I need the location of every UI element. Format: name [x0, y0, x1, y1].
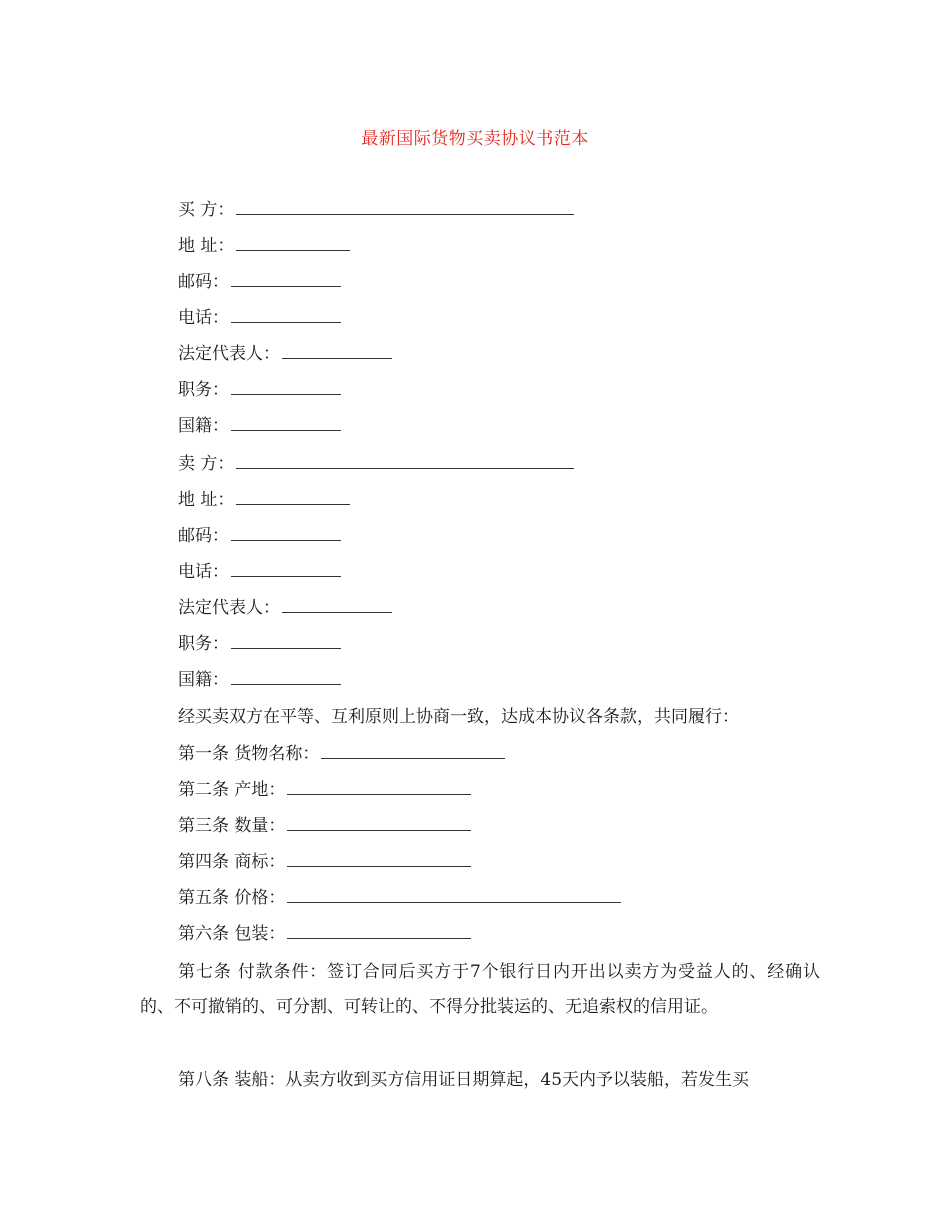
article-6-blank[interactable] [287, 922, 471, 939]
buyer-postcode-line [178, 270, 341, 293]
buyer-legal-rep-blank[interactable] [282, 342, 392, 359]
article-3-label: 第三条 数量： [178, 816, 286, 836]
seller-position-blank[interactable] [231, 632, 341, 649]
buyer-address-line [178, 234, 350, 257]
buyer-nationality-label: 国籍： [178, 416, 229, 436]
seller-position-label: 职务： [178, 634, 229, 654]
article-2-label: 第二条 产地： [178, 780, 286, 800]
article-6-label: 第六条 包装： [178, 924, 286, 944]
buyer-position-label: 职务： [178, 380, 229, 400]
seller-nationality-label: 国籍： [178, 670, 229, 690]
buyer-party-line [178, 198, 574, 221]
article-5-line [178, 886, 621, 909]
seller-phone-line [178, 560, 341, 583]
seller-party-blank[interactable] [236, 452, 574, 469]
seller-phone-label: 电话： [178, 562, 229, 582]
seller-address-label: 地 址： [178, 490, 235, 510]
seller-nationality-blank[interactable] [231, 668, 341, 685]
article-5-blank[interactable] [287, 886, 621, 903]
seller-position-line [178, 632, 341, 655]
seller-address-blank[interactable] [236, 488, 350, 505]
article-3-line [178, 814, 471, 837]
buyer-address-blank[interactable] [236, 234, 350, 251]
document-title: 最新国际货物买卖协议书范本 [361, 129, 589, 149]
buyer-phone-line [178, 306, 341, 329]
seller-party-label: 卖 方： [178, 454, 235, 474]
article-3-blank[interactable] [287, 814, 471, 831]
seller-nationality-line [178, 668, 341, 691]
article-1-label: 第一条 货物名称： [178, 744, 320, 764]
article-2-line [178, 778, 471, 801]
article-6-line [178, 922, 471, 945]
buyer-legal-rep-line [178, 342, 392, 365]
article-7-paragraph: 第七条 付款条件：签订合同后买方于7个银行日内开出以卖方为受益人的、经确认的、不可撤销的、可分割、可转让的、不得分批装运的、无追索权的信用证。 [140, 962, 820, 1017]
buyer-position-line [178, 378, 341, 401]
seller-address-line [178, 488, 350, 511]
buyer-postcode-blank[interactable] [231, 270, 341, 287]
seller-phone-blank[interactable] [231, 560, 341, 577]
buyer-legal-rep-label: 法定代表人： [178, 344, 280, 364]
seller-legal-rep-line [178, 596, 392, 619]
article-4-line [178, 850, 471, 873]
buyer-phone-label: 电话： [178, 308, 229, 328]
article-1-blank[interactable] [321, 742, 505, 759]
agreement-intro: 经买卖双方在平等、互利原则上协商一致，达成本协议各条款，共同履行： [178, 707, 739, 727]
buyer-postcode-label: 邮码： [178, 272, 229, 292]
article-4-label: 第四条 商标： [178, 852, 286, 872]
article-5-label: 第五条 价格： [178, 888, 286, 908]
article-1-line [178, 742, 505, 765]
buyer-phone-blank[interactable] [231, 306, 341, 323]
article-4-blank[interactable] [287, 850, 471, 867]
article-8-paragraph: 第八条 装船：从卖方收到买方信用证日期算起，45天内予以装船，若发生买 [178, 1070, 750, 1090]
seller-postcode-blank[interactable] [231, 524, 341, 541]
seller-party-line [178, 452, 574, 475]
seller-legal-rep-label: 法定代表人： [178, 598, 280, 618]
buyer-address-label: 地 址： [178, 236, 235, 256]
buyer-position-blank[interactable] [231, 378, 341, 395]
buyer-nationality-line [178, 414, 341, 437]
buyer-party-blank[interactable] [236, 198, 574, 215]
buyer-party-label: 买 方： [178, 200, 235, 220]
seller-legal-rep-blank[interactable] [282, 596, 392, 613]
buyer-nationality-blank[interactable] [231, 414, 341, 431]
article-2-blank[interactable] [287, 778, 471, 795]
seller-postcode-label: 邮码： [178, 526, 229, 546]
seller-postcode-line [178, 524, 341, 547]
